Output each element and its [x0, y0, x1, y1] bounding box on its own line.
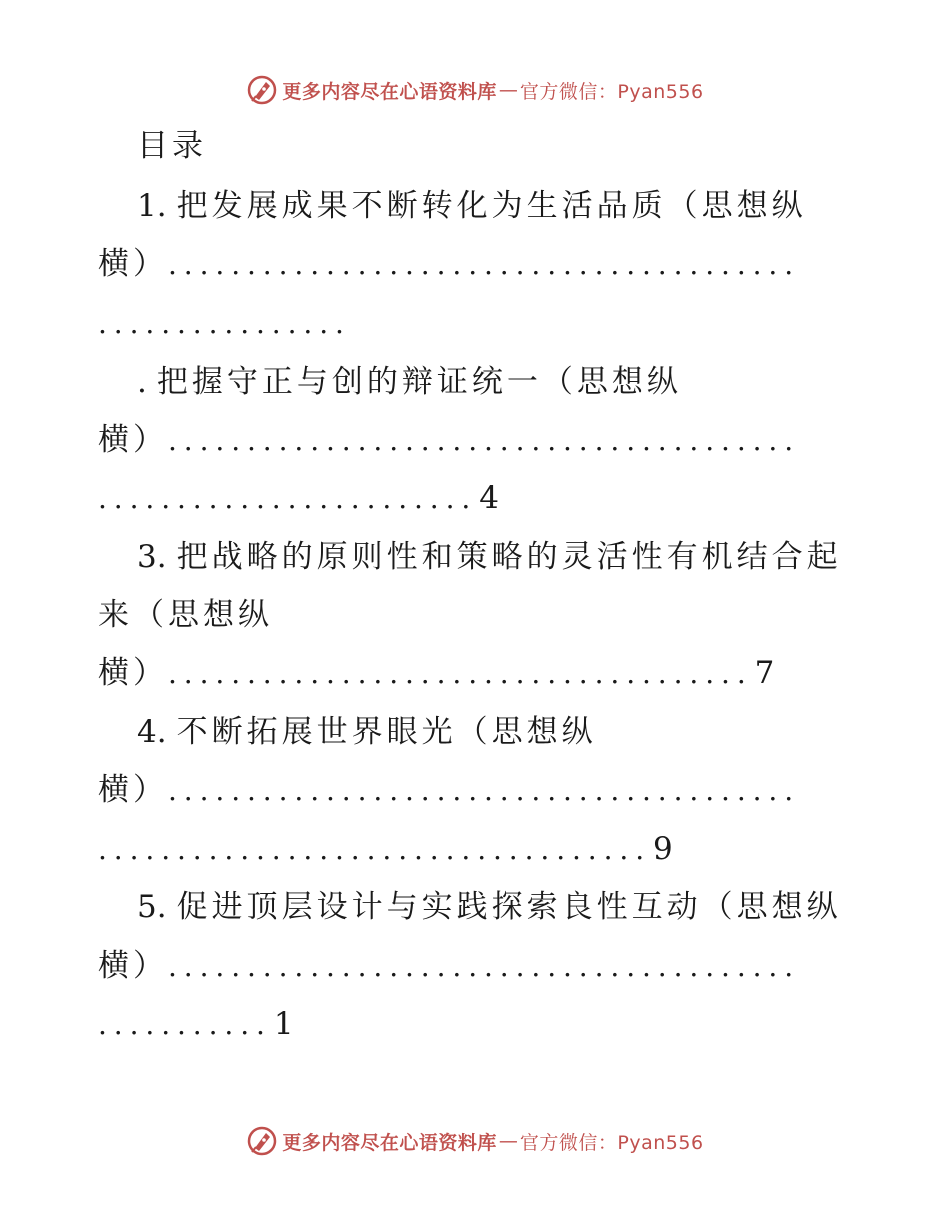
toc-entry-title: 把握守正与创的辩证统一（思想纵 [156, 364, 682, 400]
toc-entry-page: 9 [653, 831, 673, 867]
toc-entry-title: 来（思想纵 [98, 597, 273, 633]
banner-main-text: 更多内容尽在心语资料库 [282, 1131, 497, 1154]
toc-entry-2-title[interactable] [137, 360, 682, 404]
toc-entry-tail: 横） [98, 948, 168, 984]
toc-entry-dots: ........................ [98, 482, 478, 515]
toc-entry-2-leader[interactable] [98, 418, 800, 463]
toc-entry-1-leader-cont[interactable] [98, 301, 353, 346]
toc-entry-dots: ........................................ [168, 248, 801, 281]
toc-entry-dots: ........... [98, 1008, 272, 1041]
toc-entry-1-title[interactable] [137, 184, 807, 228]
banner-separator: — [498, 1130, 518, 1152]
banner-separator: — [498, 79, 518, 101]
toc-entry-title: 不断拓展世界眼光（思想纵 [176, 714, 597, 750]
toc-entry-tail: 横） [98, 772, 168, 808]
toc-entry-3-leader[interactable] [98, 651, 774, 696]
footer-banner [0, 1125, 950, 1157]
toc-entry-4-leader[interactable] [98, 768, 800, 813]
toc-entry-4-leader-cont[interactable] [98, 827, 673, 872]
toc-entry-tail: 横） [98, 655, 168, 691]
banner-wechat-text: 官方微信：Pyan556 [519, 80, 704, 103]
toc-entry-page: 7 [754, 655, 775, 691]
toc-entry-1-leader[interactable] [98, 242, 800, 287]
toc-entry-dots: ........................................ [168, 424, 801, 457]
toc-entry-5-leader-cont[interactable] [98, 1002, 294, 1047]
toc-entry-number: . [137, 364, 147, 400]
toc-entry-2-leader-cont[interactable] [98, 476, 499, 521]
pen-nib-logo-icon [246, 74, 278, 106]
toc-entry-3-title[interactable] [137, 535, 842, 579]
toc-entry-number: 3. [137, 539, 167, 575]
toc-entry-title: 把发展成果不断转化为生活品质（思想纵 [176, 188, 807, 224]
toc-entry-number: 1. [137, 188, 167, 224]
header-banner [0, 74, 950, 106]
toc-title: 目录 [137, 128, 207, 164]
toc-entry-dots: ................................... [98, 833, 652, 866]
banner-wechat-text: 官方微信：Pyan556 [519, 1131, 704, 1154]
pen-nib-logo-icon [246, 1125, 278, 1157]
toc-entry-dots: ........................................ [168, 950, 801, 983]
toc-entry-3-title-cont[interactable] [98, 593, 273, 637]
toc-entry-dots: ..................................... [168, 657, 753, 690]
toc-entry-5-leader[interactable] [98, 944, 800, 989]
toc-entry-tail: 横） [98, 422, 168, 458]
toc-entry-4-title[interactable] [137, 710, 597, 754]
banner-main-text: 更多内容尽在心语资料库 [282, 80, 497, 103]
toc-entry-tail: 横） [98, 246, 168, 282]
toc-entry-number: 5. [137, 889, 167, 925]
toc-entry-dots: ........................................ [168, 774, 801, 807]
toc-entry-title: 把战略的原则性和策略的灵活性有机结合起 [176, 539, 842, 575]
toc-entry-page: 4 [479, 480, 499, 516]
toc-entry-number: 4. [137, 714, 167, 750]
toc-entry-title: 促进顶层设计与实践探索良性互动（思想纵 [176, 889, 842, 925]
toc-entry-dots: ................ [98, 307, 351, 340]
toc-entry-5-title[interactable] [137, 885, 842, 929]
toc-entry-page: 1 [273, 1006, 294, 1042]
